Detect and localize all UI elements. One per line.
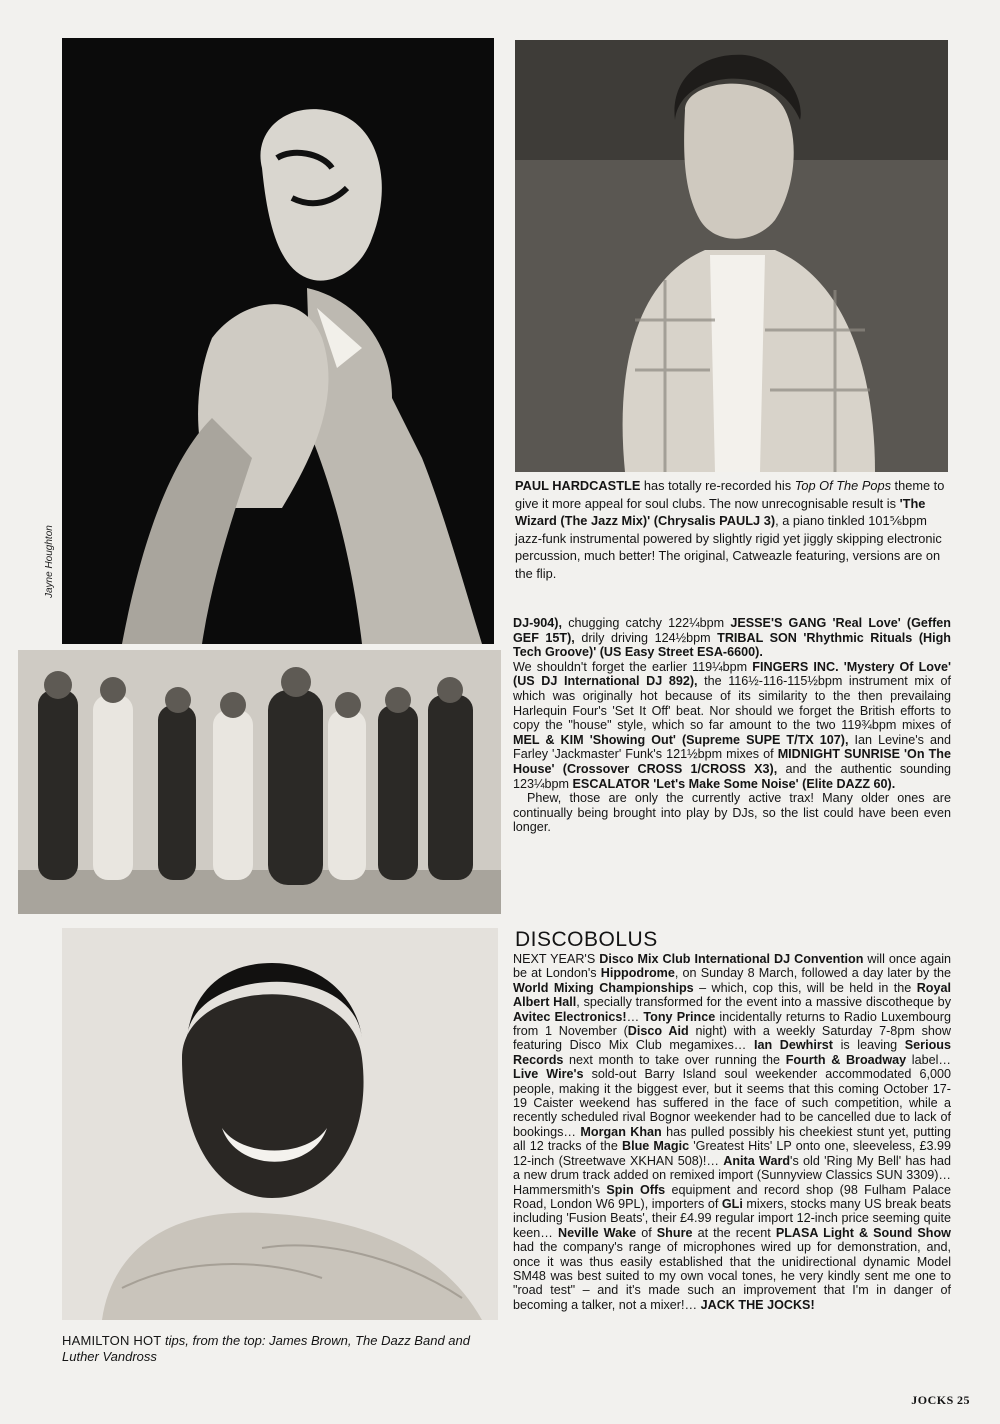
paul-hardcastle-paragraph: PAUL HARDCASTLE has totally re-recorded his Top Of The Pops theme to give it more appeal for soul clubs. The now unrecognisable result is 'The Wizard (The Jazz Mix)' (Chrysalis PAULJ 3), a piano tinkled 101⅚bpm jazz-funk instrumental powered by slightly rigid yet jiggly skipping electronic percussion, much better! The original, Catweazle featuring, versions are on the flip. (515, 478, 945, 581)
photo-credit: Jayne Houghton (44, 525, 55, 598)
discobolus-body: NEXT YEAR'S Disco Mix Club International DJ Convention will once again be at London's Hippodrome, on Sunday 8 March, followed a day later by the World Mixing Championships – which, cop this, will be held in the Royal Albert Hall, specially transformed for the event into a massive discotheque by Avitec Electronics!… Tony Prince incidentally returns to Radio Luxembourg from 1 November (Disco Aid night) with a weekly Saturday 7-8pm show featuring Disco Mix Club megamixes… Ian Dewhirst is leaving Serious Records next month to take over running the Fourth & Broadway label… Live Wire's sold-out Barry Island soul weekender accommodated 6,000 people, making it the biggest ever, but it seems that this coming October 17-19 Caister weekend has suffered in the face of such competition, while a recently scheduled rival Bognor weekender had to be cancelled due to lack of bookings… Morgan Khan has pulled possibly his cheekiest stunt yet, putting all 12 tracks of the Blue Magic 'Greatest Hits' LP onto one, sleeveless, £3.99 12-inch (Streetwave XKHAN 508)!… Anita Ward's old 'Ring My Bell' has had a new drum track added on remixed import (Sunnyview Classics SUN 3309)… Hammersmith's Spin Offs equipment and record shop (98 Fulham Palace Road, London W6 9PL), importers of GLi mixers, stocks many US break beats including 'Fusion Beats', their £4.99 regular import 12-inch price seeming quite keen… Neville Wake of Shure at the recent PLASA Light & Sound Show had the company's range of microphones wired up for demonstration, and, once it was thus easily established that the unidirectional dynamic Model SM48 was best suited to my own vocal tones, he very kindly sent me one to "road test" – and it's made such an improvement that I'm in danger of becoming a talker, not a mixer!… JACK THE JOCKS! (513, 952, 952, 1312)
photo-dazz-band (18, 650, 501, 914)
folio-page: 25 (957, 1393, 970, 1407)
paul-hardcastle-item (515, 477, 949, 583)
discobolus-heading: DISCOBOLUS (515, 928, 658, 951)
folio-section: JOCKS (911, 1393, 954, 1407)
house-column (513, 616, 951, 835)
page-folio (911, 1393, 970, 1408)
discobolus-column (513, 952, 951, 1312)
photo-paul-hardcastle (515, 40, 948, 472)
photo-caption: HAMILTON HOT tips, from the top: James Brown, The Dazz Band and Luther Vandross (62, 1333, 470, 1364)
photo-james-brown (62, 38, 494, 644)
column-paragraph-3: Phew, those are only the currently active trax! Many older ones are continually being brought into play by DJs, so the list could have been even longer. (513, 791, 951, 835)
column-paragraph-2: We shouldn't forget the earlier 119¼bpm FINGERS INC. 'Mystery Of Love' (US DJ International DJ 892), the 116½-116-115½bpm instrument mix of which was originally hot because of its similarity to the then prevailaing Harlequin Four's 'Set It Off' beat. Nor should we forget the British efforts to copy the "house" style, which so far amount to the two 119¾bpm mixes of MEL & KIM 'Showing Out' (Supreme SUPE T/TX 107), Ian Levine's and Farley 'Jackmaster' Funk's 121½bpm mixes of MIDNIGHT SUNRISE 'On The House' (Crossover CROSS 1/CROSS X3), and the authentic sounding 123¼bpm ESCALATOR 'Let's Make Some Noise' (Elite DAZZ 60). (513, 659, 951, 791)
photo-luther-vandross (62, 928, 498, 1320)
column-paragraph-1: DJ-904), chugging catchy 122¼bpm JESSE'S GANG 'Real Love' (Geffen GEF 15T), drily driving 124½bpm TRIBAL SON 'Rhythmic Rituals (High Tech Groove)' (US Easy Street ESA-6600). (513, 616, 951, 660)
